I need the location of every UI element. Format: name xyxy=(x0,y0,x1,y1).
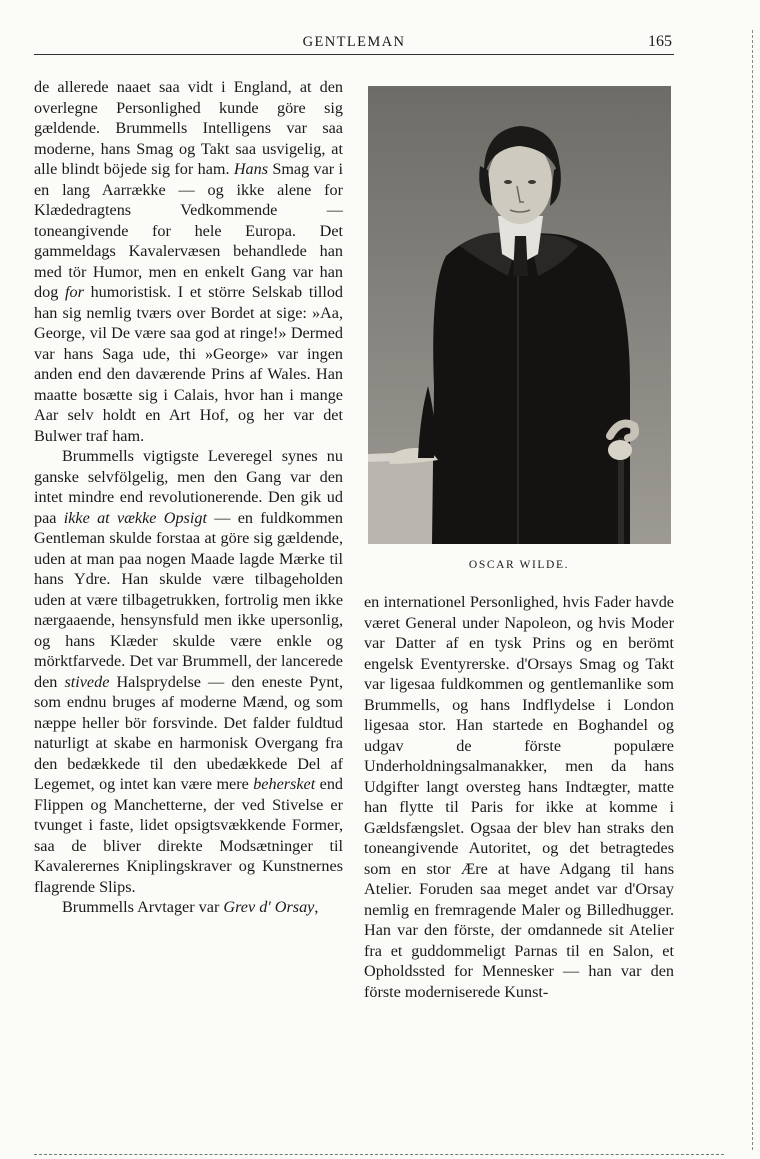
portrait-photo xyxy=(368,86,671,544)
emphasis: for xyxy=(64,283,84,301)
emphasis: stivede xyxy=(64,672,110,691)
page-number: 165 xyxy=(648,33,672,50)
emphasis: Hans xyxy=(233,160,269,178)
scan-border-right xyxy=(752,30,753,1150)
emphasis: ikke at vække Opsigt xyxy=(63,508,207,527)
running-title: GENTLEMAN xyxy=(302,34,406,50)
running-head xyxy=(34,32,674,55)
paragraph-3: Brummells Arvtager var Grev d' Orsay, xyxy=(62,898,319,916)
emphasis: Grev d' Orsay xyxy=(223,898,315,916)
emphasis: behersket xyxy=(253,775,316,793)
paragraph-2: Brummells vigtigste Leveregel synes nu ganske selvfölgelig, men den Gang var den intet mindre end revolutionerende. Den gik ud paa ikke at vække Opsigt — en fuldkommen Gentleman skulde forstaa at göre sig gældende, uden at man paa nogen Maade lagde Mærke til hans Ydre. Han skulde være tilbageholden uden at være tilbagetrukken, fortrolig men ikke nærgaaende, hensynsfuld men ikke upersonlig, og hans Klæder skulde være enkle og mörktfarvede. Det var Brummell, der lancerede den stivede Halsprydelse — den eneste Pynt, som endnu bruges af moderne Mænd, og som næppe heller bör forsvinde. Det falder fuldtud naturligt at skabe en harmonisk Overgang fra den bedækkede til den ubedækkede Del af Legemet, og intet kan være mere behersket end Flippen og Manchetterne, der ved Stivelse er tvunget i faste, lidet opsigtsvækkende Former, saa de bliver direkte Modsætninger til Kavalerernes Kniplingskraver og Kunstnernes flagrende Slips. xyxy=(34,447,344,896)
right-column xyxy=(364,592,674,1002)
portrait-illustration xyxy=(368,86,671,544)
scan-border-bottom xyxy=(34,1154,724,1155)
figure-caption: OSCAR WILDE. xyxy=(468,559,570,571)
paragraph-1: de allerede naaet saa vidt i England, at den overlegne Personlighed kunde göre sig gældende. Brummells Intelligens var saa moderne, hans Smag og Takt saa usvigelig, at alle blindt böjede sig for ham. Hans Smag var i en lang Aarrække — og ikke alene for Klædedragtens Vedkommende — toneangivende for hele Europa. Det gammeldags Kavalervæsen behandlede han med tör Humor, men en enkelt Gang var han dog for humoristisk. I et större Selskab tillod han sig nemlig tværs over Bordet at sige: »Aa, George, vil De være saa god at ringe!» Dermed var hans Saga ude, thi »George» var ingen anden end den daværende Prins af Wales. Han maatte bosætte sig i Calais, hvor han i mange Aar selv holdt en Art Hof, og her var det Bulwer traf ham. xyxy=(34,78,344,445)
left-column xyxy=(34,77,343,918)
paragraph-continued: en internationel Personlighed, hvis Fader havde været General under Napoleon, og hvis Moder var Datter af en tysk Prins og en berömt engelsk Eventyrerske. d'Orsays Smag og Takt var ligesaa fuldkommen og gentlemanlike som Brummells, og hans Indflydelse i London ligesaa stor. Han startede en Boghandel og udgav de förste populære Underholdningsalmanakker, men da hans Udgifter langt oversteg hans Indtægter, matte han flytte til Paris for ikke at komme i Gældsfængslet. Ogsaa der blev han straks den toneangivende Autoritet, og det betragtedes som en stor Ære at have Adgang til hans Atelier. Foruden saa meget andet var d'Orsay nemlig en fremragende Maler og Billedhugger. Han var den förste, der omdannede sit Atelier fra et guddommeligt Parnas til en Salon, et Opholdssted for Mennesker — han var den förste moderniserede Kunst- xyxy=(364,593,674,1001)
